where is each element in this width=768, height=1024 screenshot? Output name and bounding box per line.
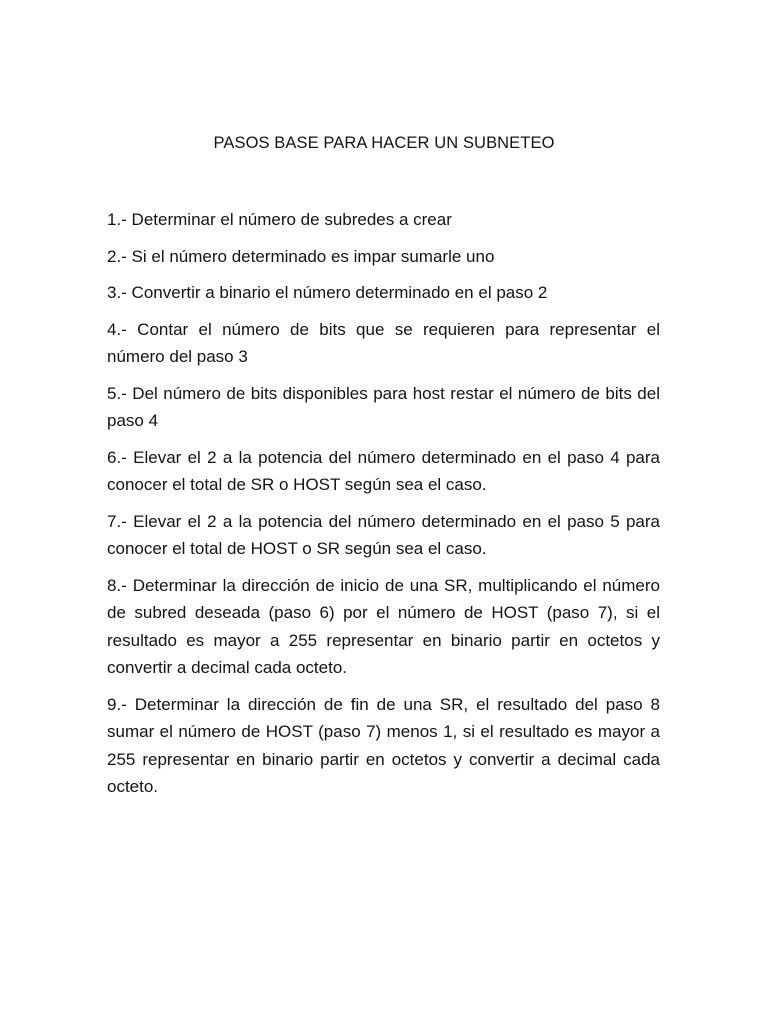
step-8: 8.- Determinar la dirección de inicio de una SR, multiplicando el número de subred deseada (paso 6) por el número de HOST (paso 7), si el resultado es mayor a 255 representar en binario partir en octetos y convertir a decimal cada octeto. <box>107 575 660 677</box>
step-2: 2.- Si el número determinado es impar sumarle uno <box>107 246 495 266</box>
step-9: 9.- Determinar la dirección de fin de una SR, el resultado del paso 8 sumar el número de HOST (paso 7) menos 1, si el resultado es mayor a 255 representar en binario partir en octetos y convertir a decimal cada octeto. <box>107 694 660 796</box>
step-4: 4.- Contar el número de bits que se requieren para representar el número del paso 3 <box>107 319 660 366</box>
step-1: 1.- Determinar el número de subredes a crear <box>107 210 452 229</box>
document-title: PASOS BASE PARA HACER UN SUBNETEO <box>213 134 555 152</box>
step-6: 6.- Elevar el 2 a la potencia del número determinado en el paso 4 para conocer el total de SR o HOST según sea el caso. <box>107 447 660 494</box>
step-5: 5.- Del número de bits disponibles para host restar el número de bits del paso 4 <box>107 383 660 430</box>
steps-list <box>107 206 660 810</box>
step-3: 3.- Convertir a binario el número determinado en el paso 2 <box>107 283 548 302</box>
step-7: 7.- Elevar el 2 a la potencia del número determinado en el paso 5 para conocer el total de HOST o SR según sea el caso. <box>107 511 660 558</box>
